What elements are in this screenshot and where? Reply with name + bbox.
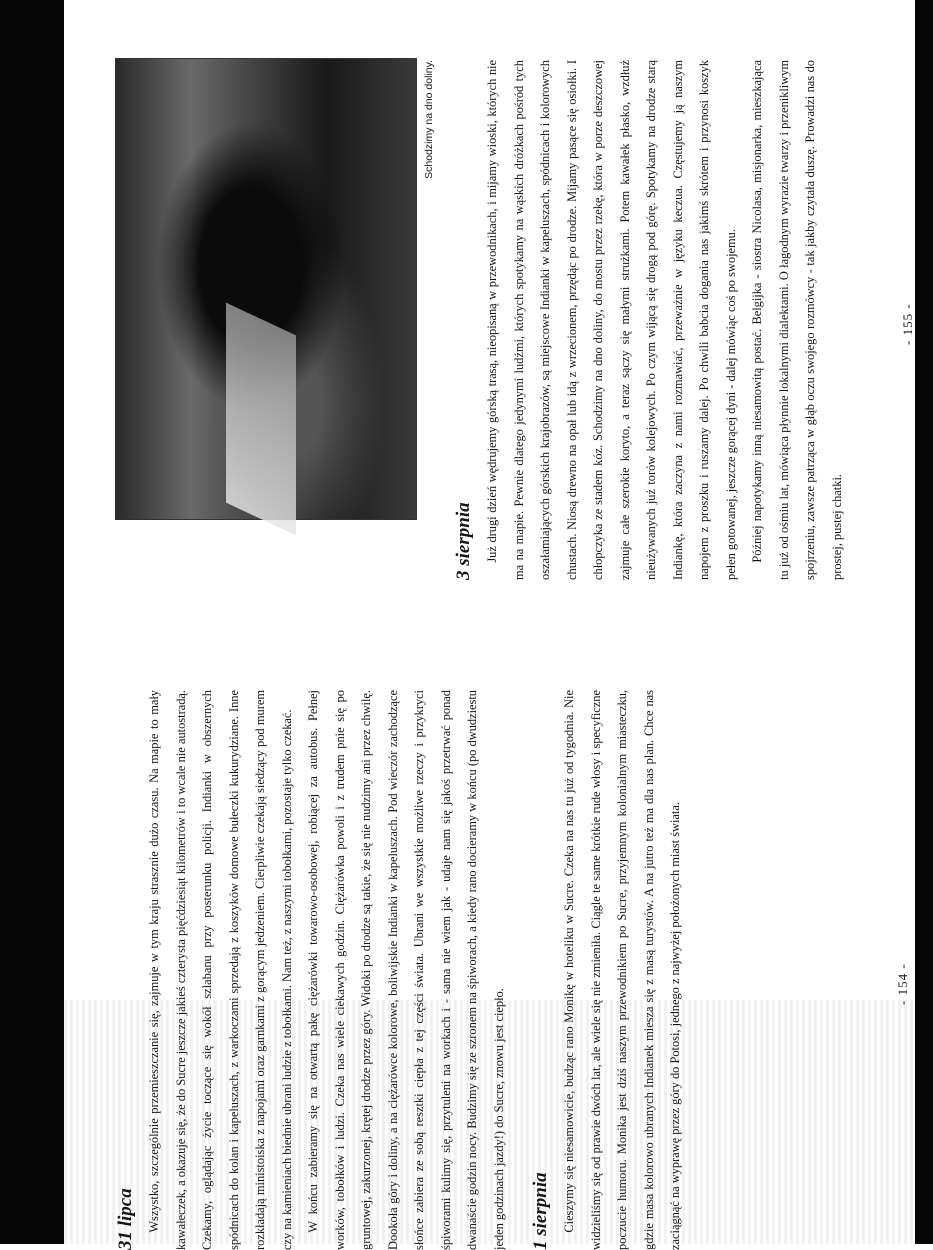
photo-path-shape	[226, 303, 296, 536]
photo-valley	[115, 58, 417, 520]
section-3-sierpnia	[453, 60, 850, 580]
section-heading: 31 lipca	[115, 1188, 136, 1250]
section-heading: 1 sierpnia	[530, 1172, 551, 1250]
photo-caption: Schodzimy na dno doliny.	[423, 60, 435, 179]
section-1-sierpnia	[530, 690, 689, 1250]
paragraph: Wszystko, szczególnie przemieszczanie się, zajmuje w tym kraju strasznie dużo czasu. Na mapie to mały kawałeczek, a okazuje się, że do Sucre jeszcze jakieś czterysta pięćdziesiąt kilometrów i to wcale nie autostradą. Czekamy, oglądając życie toczące się wokół szlabanu przy posterunku policji. Indianki w obszernych spódnicach do kolan i kapeluszach, z warkoczami sprzedają z koszyków domowe bułeczki kukurydziane. Inne rozkładają ministoiska z napojami oraz garnkami z gorącym jedzeniem. Cierpliwie czekają siedzący pod murem czy na kamieniach biednie ubrani ludzie z tobołkami. Nam też, z naszymi tobołkami, pozostaje tylko czekać.	[147, 690, 294, 1250]
page-number: - 155 -	[900, 303, 915, 345]
paragraph: Cieszymy się niesamowicie, budząc rano Monikę w hoteliku w Sucre. Czeka na nas tu już od tygodnia. Nie widzieliśmy się od prawie dwóch lat, ale wiele się nie zmieniła. Ciągle te same krótkie rude włosy i specyficzne poczucie humoru. Monika jest dziś naszym przewodnikiem po Sucre, przyjemnym kolonialnym miasteczku, gdzie masa kolorowo ubranych Indianek miesza się z masą turystów. A na jutro też ma dla nas plan. Chce nas zaciągnąć na wyprawę przez góry do Potosi, jednego z najwyżej położonych miast świata.	[562, 690, 682, 1250]
page-number: - 154 -	[895, 963, 910, 1005]
section-31-lipca	[115, 690, 512, 1250]
page-155	[115, 60, 925, 580]
paragraph: W końcu zabieramy się na otwartą pakę ciężarówki towarowo-osobowej, robiącej za autobus. Pełnej worków, tobołków i ludzi. Czeka nas wiele ciekawych godzin. Ciężarówka powoli i z trudem pnie się po gruntowej, zakurzonej, krętej drodze przez góry. Widoki po drodze są takie, że się nie nudzimy ani przez chwilę. Dookoła góry i doliny, a na ciężarówce kolorowe, boliwijskie Indianki w kapeluszach. Pod wieczór zachodzące słońce zabiera ze sobą resztki ciepła z tej części świata. Ubrani we wszystkie możliwe rzeczy i przykryci śpiworami kulimy się, przytuleni na workach i - sama nie wiem jak - udaje nam się jakoś przetrwać ponad dwanaście godzin nocy. Budzimy się ze szronem na śpiworach, a kiedy rano docieramy w końcu (po dwudziestu jeden godzinach jazdy!) do Sucre, znowu jest ciepło.	[306, 690, 506, 1250]
scan-shadow-left	[0, 0, 64, 1244]
section-heading: 3 sierpnia	[453, 502, 474, 580]
page-154	[115, 690, 910, 1250]
paragraph: Już drugi dzień wędrujemy górską trasą, nieopisaną w przewodnikach, i mijamy wioski, których nie ma na mapie. Pewnie dlatego jedynymi ludźmi, których spotykamy na wąskich dróżkach pośród tych oszałamiających górskich krajobrazów, są miejscowe Indianki w kapeluszach, spódnicach i kolorowych chustach. Niosą drewno na opał lub idą z wrzecionem, przędąc po drodze. Mijamy pasące się osiołki. I chłopczyka ze stadem kóz. Schodzimy na dno doliny, do mostu przez rzekę, która w porze deszczowej zajmuje całe szerokie koryto, a teraz sączy się małymi strużkami. Potem kawałek płasko, wzdłuż nieużywanych już torów kolejowych. Po czym wijącą się drogą pod górę. Spotykamy na drodze starą Indiankę, która zaczyna z nami rozmawiać, przeważnie w języku keczua. Częstujemy ją naszym napojem z proszku i ruszamy dalej. Po chwili babcia dogania nas jakimś skrótem i przynosi koszyk pełen gotowanej, jeszcze gorącej dyni - dalej mówiąc coś po swojemu.	[485, 60, 738, 580]
paragraph: Później napotykamy inną niesamowitą postać. Belgijka - siostra Nicolasa, misjonarka, mieszkająca tu już od ośmiu lat, mówiąca płynnie lokalnymi dialektami. O łagodnym wyrazie twarzy i przenikliwym spojrzeniu, zawsze patrząca w głąb oczu swojego rozmówcy - tak jakby czytała duszę. Prowadzi nas do prostej, pustej chatki.	[750, 60, 844, 580]
